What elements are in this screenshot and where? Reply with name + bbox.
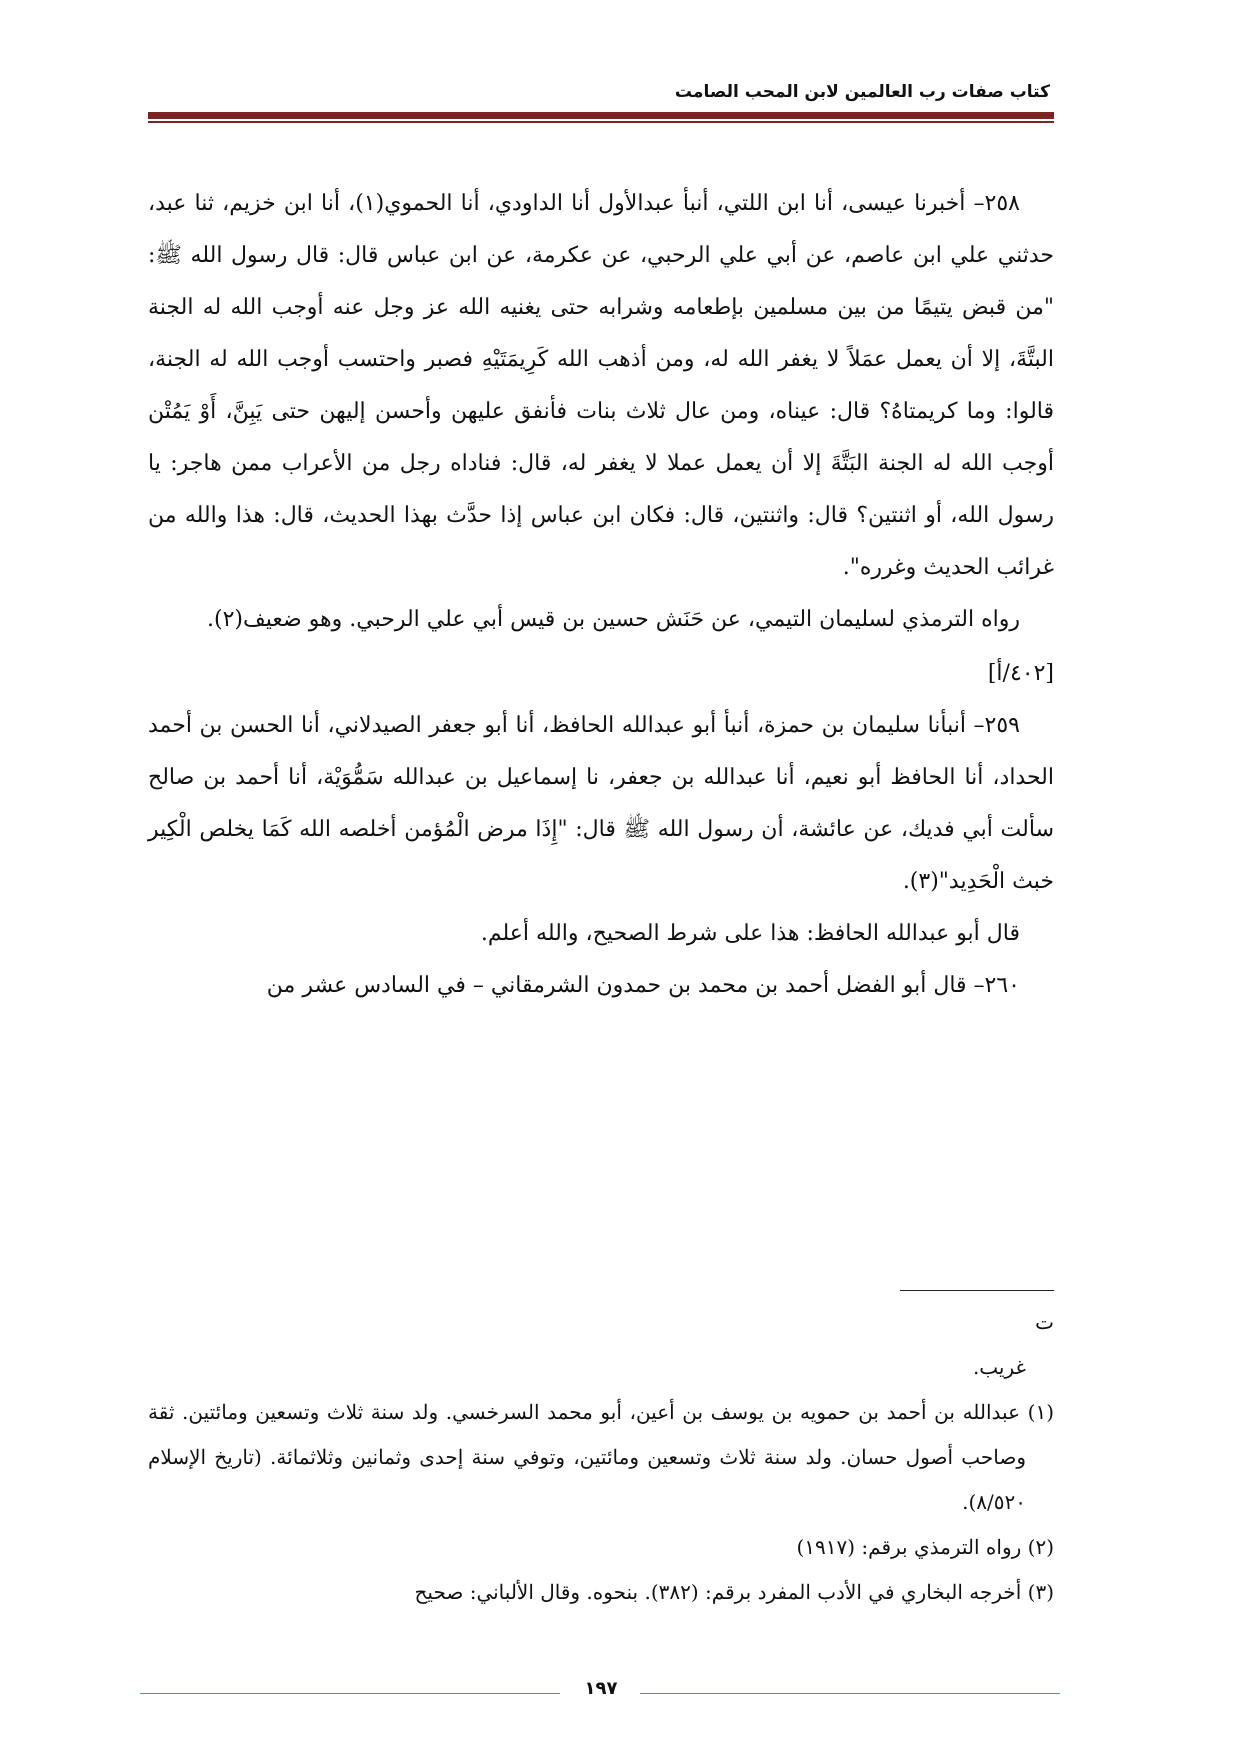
paragraph-tirmidhi-note: رواه الترمذي لسليمان التيمي، عن حَنَش حسين بن قيس أبي علي الرحبي. وهو ضعيف(٢).	[207, 607, 1020, 632]
footer-rule-left	[140, 1693, 560, 1694]
paragraph-hadith-259: ٢٥٩– أنبأنا سليمان بن حمزة، أنبأ أبو عبدالله الحافظ، أنا أبو جعفر الصيدلاني، أنا الحسن بن أحمد الحداد، أنا الحافظ أبو نعيم، أنا عبدالله بن جعفر، نا إسماعيل بن عبدالله سَمُّوَيْة، أنا أحمد بن صالح سألت أبي فديك، عن عائشة، أن رسول الله ﷺ قال: "إِذَا مرض الْمُؤمن أخلصه الله كَمَا يخلص الْكِير خبث الْحَدِيد"(٣).	[148, 713, 1054, 894]
footnote-continuation-mark: ت	[1035, 1310, 1054, 1334]
running-header-title: كتاب صفات رب العالمين لابن المحب الصامت	[674, 82, 1050, 102]
footnote-separator	[900, 1290, 1054, 1291]
manuscript-folio-marker: [٤٠٢/أ]	[987, 661, 1054, 686]
header-rule-thin	[148, 121, 1054, 123]
paragraph-hadith-258: ٢٥٨– أخبرنا عيسى، أنا ابن اللتي، أنبأ عبدالأول أنا الداودي، أنا الحموي(١)، أنا ابن خزيم، ثنا عبد، حدثني علي ابن عاصم، عن أبي علي الرحبي، عن عكرمة، عن ابن عباس قال: قال رسول الله ﷺ: "من قبض يتيمًا من بين مسلمين بإطعامه وشرابه حتى يغنيه الله عز وجل عنه أوجب الله له الجنة البتَّةَ، إلا أن يعمل عمَلاً لا يغفر الله له، ومن أذهب الله كَرِيمَتَيْهِ فصبر واحتسب أوجب الله له الجنة، قالوا: وما كريمتاهُ؟ قال: عيناه، ومن عال ثلاث بنات فأنفق عليهن وأحسن إليهن حتى يَبِنَّ، أَوْ يَمُتْن أوجب الله له الجنة البَتَّةَ إلا أن يعمل عملا لا يغفر له، قال: فناداه رجل من الأعراب ممن هاجر: يا رسول الله، أو اثنتين؟ قال: واثنتين، قال: فكان ابن عباس إذا حدَّث بهذا الحديث، قال: هذا والله من غرائب الحديث وغرره".	[148, 191, 1054, 580]
footnote-1: (١) عبدالله بن أحمد بن حمويه بن يوسف بن أعين، أبو محمد السرخسي. ولد سنة ثلاث وتسعين ومائتين. ثقة وصاحب أصول حسان. ولد سنة ثلاث وتسعين ومائتين، وتوفي سنة إحدى وثمانين وثلاثمائة. (تاريخ الإسلام ٨/٥٢٠).	[148, 1400, 1054, 1514]
footnote-continuation: غريب.	[972, 1355, 1026, 1379]
paragraph-hadith-260: ٢٦٠– قال أبو الفضل أحمد بن محمد بن حمدون الشرمقاني – في السادس عشر من	[266, 973, 1020, 998]
footnotes	[148, 1300, 1054, 1615]
header-rule-thick	[148, 112, 1054, 119]
main-text	[148, 178, 1054, 1012]
footnote-3: (٣) أخرجه البخاري في الأدب المفرد برقم: (٣٨٢). بنحوه. وقال الألباني: صحيح	[414, 1580, 1054, 1604]
footer-rule-right	[640, 1693, 1060, 1694]
footnote-2: (٢) رواه الترمذي برقم: (١٩١٧)	[796, 1535, 1054, 1559]
page-number: ١٩٧	[584, 1678, 618, 1699]
paragraph-hafiz-note: قال أبو عبدالله الحافظ: هذا على شرط الصحيح، والله أعلم.	[480, 921, 1020, 946]
